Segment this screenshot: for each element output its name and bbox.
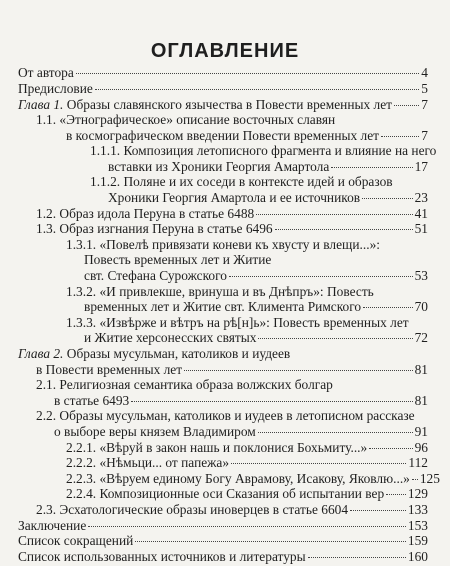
toc-entry-title: От автора — [18, 65, 74, 80]
dot-leader — [258, 338, 412, 339]
toc-entry[interactable] — [66, 315, 409, 330]
toc-page-number: 7 — [421, 97, 428, 112]
toc-entry[interactable] — [84, 268, 428, 283]
dot-leader — [362, 198, 413, 199]
toc-entry-title: в Повести временных лет — [36, 362, 183, 377]
dot-leader — [381, 136, 419, 137]
toc-entry-title: 2.2.4. Композиционные оси Сказания об испытании вер — [66, 486, 385, 501]
toc-entry[interactable] — [36, 377, 333, 392]
toc-entry-title: 1.1. «Этнографическое» описание восточных славян — [36, 112, 336, 127]
toc-page-number: 53 — [414, 268, 428, 283]
toc-page-number: 17 — [414, 159, 428, 174]
dot-leader — [386, 494, 406, 495]
dot-leader — [412, 479, 418, 480]
toc-entry[interactable] — [18, 65, 428, 80]
toc-entry[interactable] — [66, 455, 428, 470]
toc-page-number: 41 — [414, 206, 428, 221]
toc-entry[interactable] — [66, 471, 440, 486]
toc-entry[interactable] — [84, 299, 428, 314]
toc-page-number: 7 — [421, 128, 428, 143]
toc-entry-title: в статье 6493 — [54, 393, 130, 408]
dot-leader — [256, 214, 412, 215]
toc-entry[interactable] — [18, 549, 428, 564]
toc-entry[interactable] — [36, 362, 428, 377]
toc-page-number: 5 — [421, 81, 428, 96]
dot-leader — [308, 557, 406, 558]
dot-leader — [350, 510, 406, 511]
toc-entry-title: 2.2.2. «Нѣмьци... от папежа» — [66, 455, 230, 470]
toc-entry[interactable] — [18, 533, 428, 548]
toc-page-number: 51 — [414, 221, 428, 236]
toc-entry-title: 1.1.1. Композиция летописного фрагмента и влияние на него — [90, 143, 437, 158]
dot-leader — [394, 105, 419, 106]
toc-entry-title: о выборе веры князем Владимиром — [54, 424, 256, 439]
toc-entry[interactable] — [66, 284, 374, 299]
toc-entry[interactable] — [36, 221, 428, 236]
toc-entry-title: Заключение — [18, 518, 87, 533]
toc-entry[interactable] — [66, 486, 428, 501]
toc-page-number: 72 — [414, 330, 428, 345]
toc-entry-title: 1.3.3. «Извѣрже и вѣтръ на рѣ[н]ь»: Повесть временных лет — [66, 315, 409, 330]
toc-entry[interactable] — [84, 330, 428, 345]
dot-leader — [331, 167, 412, 168]
toc-page-number: 129 — [407, 486, 428, 501]
toc-page-number: 112 — [408, 455, 428, 470]
toc-entry-title: 1.2. Образ идола Перуна в статье 6488 — [36, 206, 255, 221]
toc-entry-title: 1.3.2. «И привлекше, вринуша и въ Днѣпръ»: Повесть — [66, 284, 374, 299]
dot-leader — [275, 229, 413, 230]
toc-page-number: 81 — [414, 362, 428, 377]
toc-entry-title: Предисловие — [18, 81, 93, 96]
toc-entry[interactable] — [54, 393, 428, 408]
toc-entry[interactable] — [84, 252, 271, 267]
toc-page-number: 4 — [421, 65, 428, 80]
chapter-label: Глава 2. — [18, 346, 64, 361]
dot-leader — [88, 526, 406, 527]
toc-entry-title: Список использованных источников и литературы — [18, 549, 306, 564]
toc-entry-title: и Житие херсонесских святых — [84, 330, 257, 345]
toc-entry[interactable] — [66, 128, 428, 143]
toc-entry-title: 1.3.1. «Повелѣ привязати коневи къ хвусту и влещи...»: — [66, 237, 380, 252]
toc-entry[interactable] — [54, 424, 428, 439]
toc-entry[interactable] — [108, 159, 428, 174]
toc-entry-title: 2.1. Религиозная семантика образа волжских болгар — [36, 377, 333, 392]
toc-entry-title: 2.2.1. «Вѣруй в закон нашь и поклонися Бохьмиту...» — [66, 440, 368, 455]
dot-leader — [131, 401, 412, 402]
toc-entry-title: 2.2.3. «Вѣруем единому Богу Аврамову, Исакову, Яковлю...» — [66, 471, 410, 486]
toc-entry-title: 1.1.2. Поляне и их соседи в контексте идей и образов — [90, 174, 393, 189]
dot-leader — [95, 89, 419, 90]
toc-entry-title: Повесть временных лет и Житие — [84, 252, 272, 267]
toc-page-number: 125 — [419, 471, 440, 486]
toc-entry[interactable] — [36, 206, 428, 221]
toc-page-number: 91 — [414, 424, 428, 439]
dot-leader — [363, 307, 413, 308]
dot-leader — [231, 463, 406, 464]
dot-leader — [135, 541, 406, 542]
toc-entry-title: 2.3. Эсхатологические образы иноверцев в статье 6604 — [36, 502, 349, 517]
dot-leader — [184, 370, 413, 371]
toc-page-number: 81 — [414, 393, 428, 408]
toc-entry[interactable] — [18, 346, 290, 361]
toc-entry[interactable] — [90, 174, 393, 189]
dot-leader — [258, 432, 413, 433]
toc-entry[interactable] — [66, 440, 428, 455]
toc-page-number: 159 — [407, 533, 428, 548]
dot-leader — [76, 73, 419, 74]
toc-page-number: 133 — [407, 502, 428, 517]
toc-entry[interactable] — [18, 97, 428, 112]
toc-page-number: 96 — [414, 440, 428, 455]
toc-entry[interactable] — [66, 237, 380, 252]
toc-entry-title: вставки из Хроники Георгия Амартола — [108, 159, 330, 174]
toc-entry-title: временных лет и Житие свт. Климента Римского — [84, 299, 362, 314]
toc-entry-title: Хроники Георгия Амартола и ее источников — [108, 190, 361, 205]
toc-entry[interactable] — [36, 408, 415, 423]
toc-entry[interactable] — [18, 81, 428, 96]
toc-entry-title: Глава 2. Образы мусульман, католиков и иудеев — [18, 346, 291, 361]
dot-leader — [229, 276, 413, 277]
toc-entry-title: 2.2. Образы мусульман, католиков и иудеев в летописном рассказе — [36, 408, 415, 423]
toc-page-number: 23 — [414, 190, 428, 205]
toc-page-number: 153 — [407, 518, 428, 533]
toc-entry[interactable] — [36, 502, 428, 517]
chapter-label: Глава 1. — [18, 97, 64, 112]
toc-page-number: 160 — [407, 549, 428, 564]
toc-entry-title: Список сокращений — [18, 533, 134, 548]
toc-entry-title: Глава 1. Образы славянского язычества в Повести временных лет — [18, 97, 393, 112]
toc-entry-title: в космографическом введении Повести временных лет — [66, 128, 380, 143]
toc-entry[interactable] — [18, 518, 428, 533]
page-title: ОГЛАВЛЕНИЕ — [150, 40, 300, 62]
toc-entry[interactable] — [108, 190, 428, 205]
toc-entry-title: свт. Стефана Сурожского — [84, 268, 227, 283]
dot-leader — [369, 448, 412, 449]
toc-entry[interactable] — [90, 143, 436, 158]
toc-entry[interactable] — [36, 112, 335, 127]
toc-entry-title: 1.3. Образ изгнания Перуна в статье 6496 — [36, 221, 273, 236]
toc-page-number: 70 — [414, 299, 428, 314]
